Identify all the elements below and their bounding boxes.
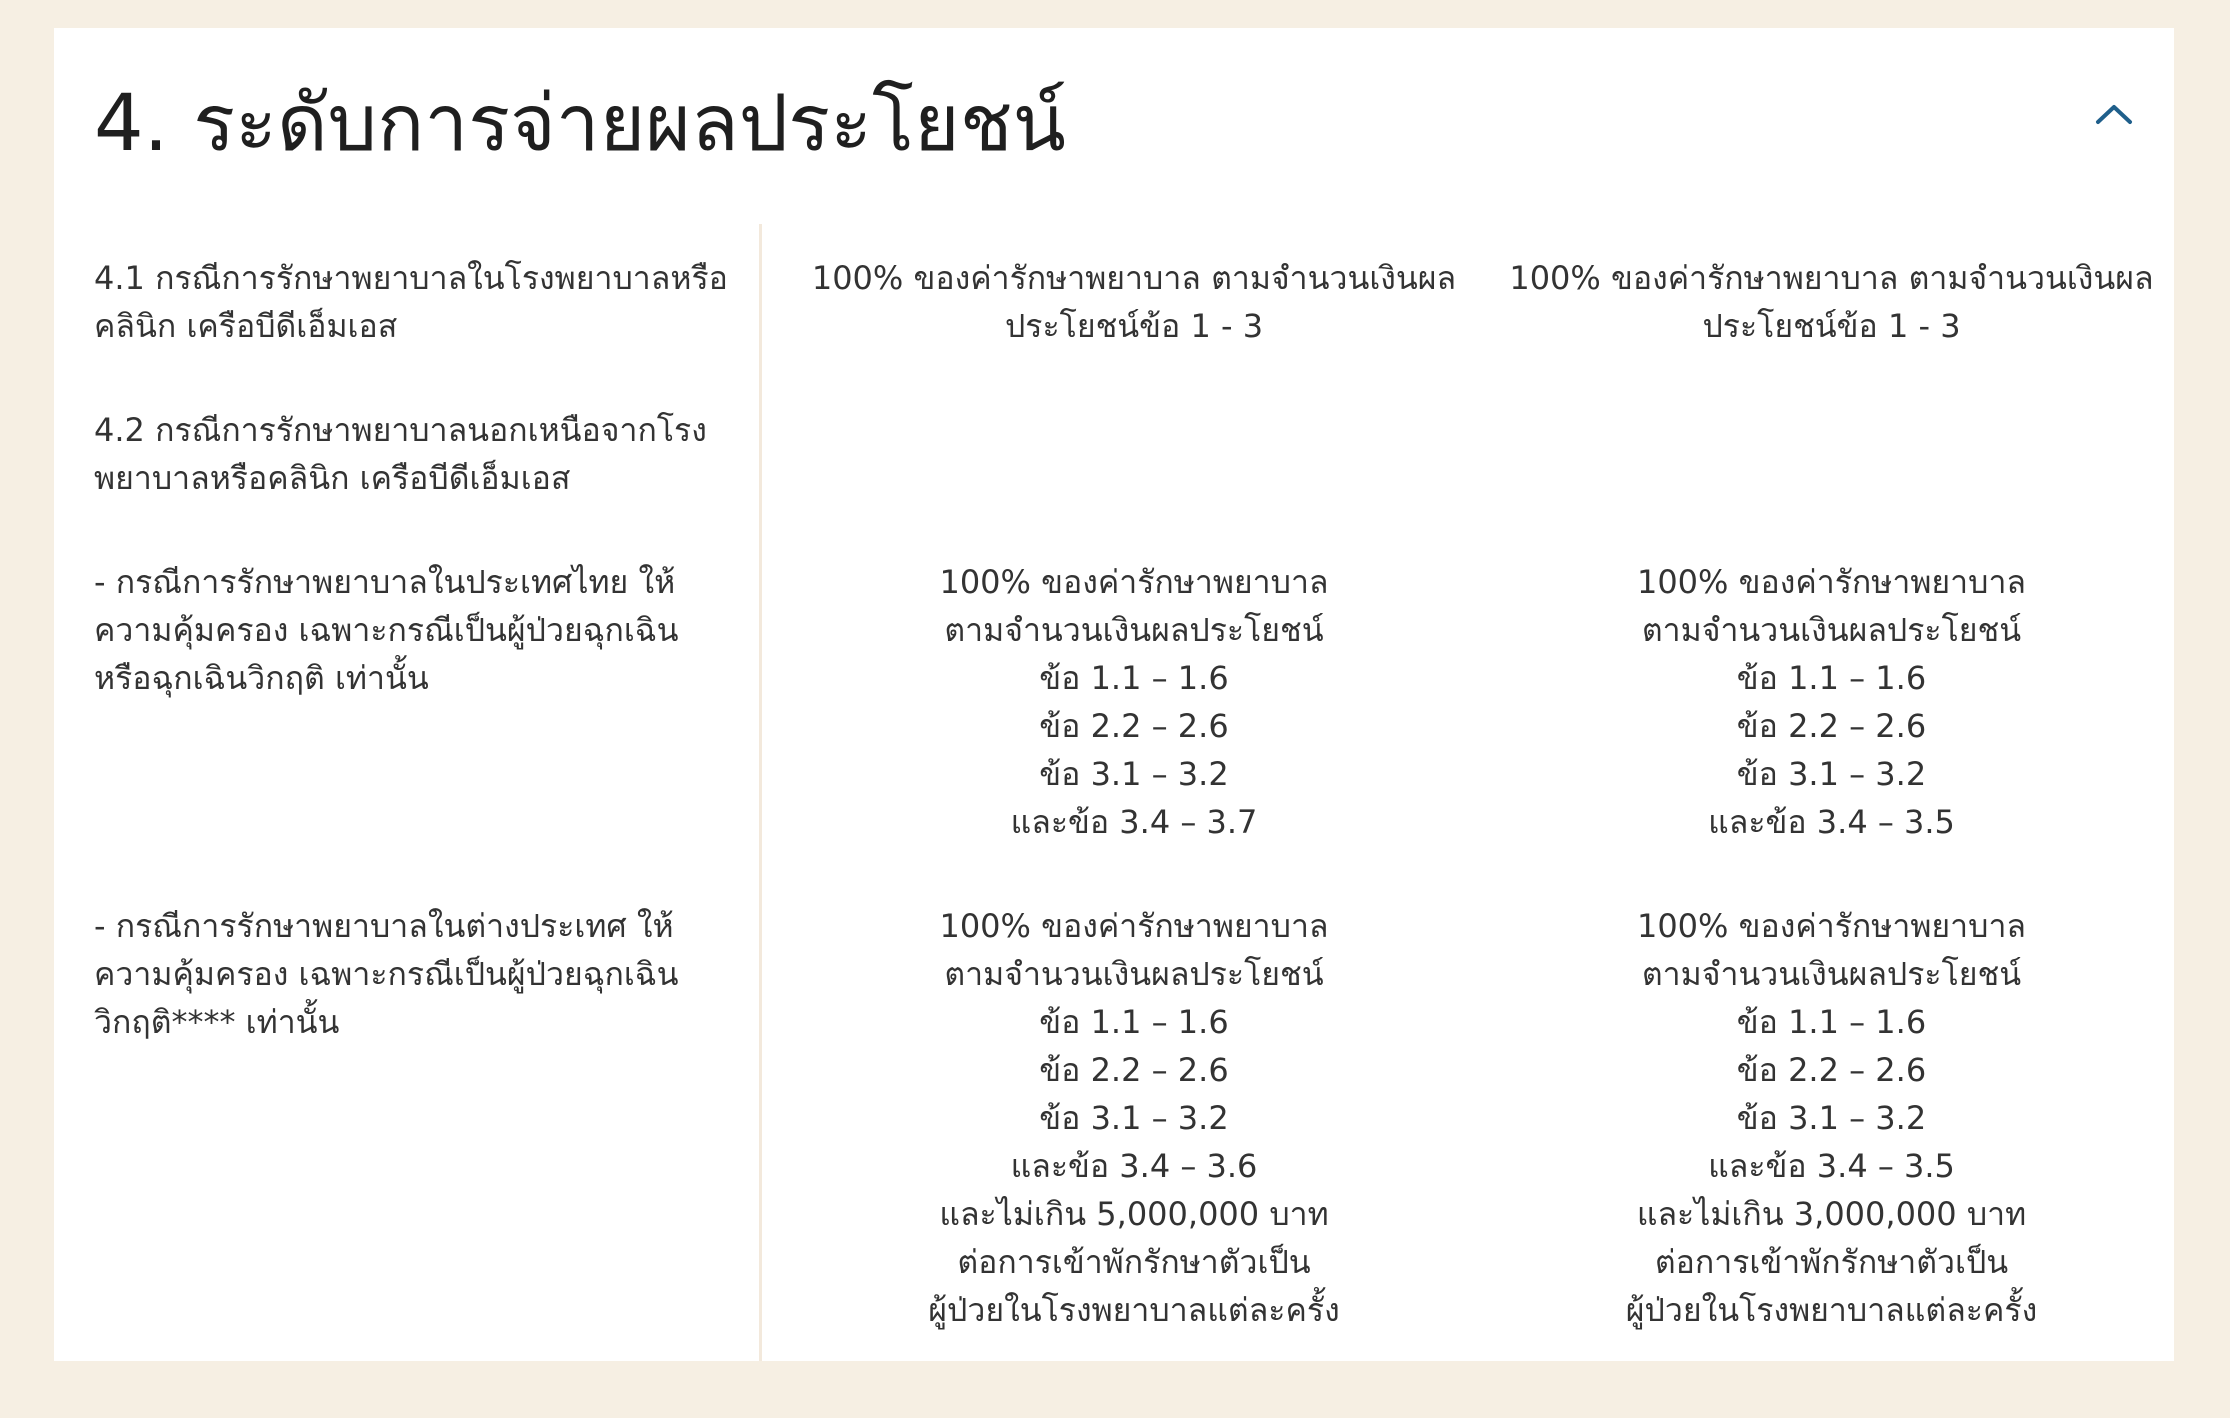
plan-b-line: และไม่เกิน 3,000,000 บาท (1636, 1195, 2027, 1233)
plan-b-line: ต่อการเข้าพักรักษาตัวเป็น (1654, 1243, 2009, 1281)
plan-a-line: ตามจำนวนเงินผลประโยชน์ (944, 611, 1324, 649)
plan-b-line: ตามจำนวนเงินผลประโยชน์ (1641, 611, 2022, 649)
row-label-line: - กรณีการรักษาพยาบาลในประเทศไทย ให้ (94, 563, 676, 601)
plan-a-line: และข้อ 3.4 – 3.6 (1010, 1147, 1258, 1185)
plan-b-line: ประโยชน์ข้อ 1 - 3 (1702, 307, 1961, 345)
benefit-section-card (54, 28, 2174, 1361)
plan-b-value (1489, 254, 2174, 350)
row-label-line: ความคุ้มครอง เฉพาะกรณีเป็นผู้ป่วยฉุกเฉิน (94, 955, 679, 993)
plan-a-line: ข้อ 1.1 – 1.6 (1039, 1003, 1229, 1041)
plan-b-line: 100% ของค่ารักษาพยาบาล (1636, 563, 2027, 601)
plan-b-line: ข้อ 3.1 – 3.2 (1736, 755, 1927, 793)
plan-b-line: ข้อ 3.1 – 3.2 (1736, 1099, 1927, 1137)
plan-b-line: และข้อ 3.4 – 3.5 (1708, 803, 1955, 841)
plan-a-line: ประโยชน์ข้อ 1 - 3 (1004, 307, 1264, 345)
column-divider (759, 224, 762, 1361)
row-label-line: - กรณีการรักษาพยาบาลในต่างประเทศ ให้ (94, 907, 674, 945)
collapse-section-button[interactable] (2084, 86, 2144, 146)
plan-a-line: และไม่เกิน 5,000,000 บาท (939, 1195, 1329, 1233)
plan-a-line: 100% ของค่ารักษาพยาบาล (939, 907, 1329, 945)
plan-a-line: ผู้ป่วยในโรงพยาบาลแต่ละครั้ง (928, 1291, 1340, 1329)
plan-a-line: ต่อการเข้าพักรักษาตัวเป็น (957, 1243, 1311, 1281)
row-label-line: พยาบาลหรือคลินิก เครือบีดีเอ็มเอส (94, 459, 571, 497)
plan-b-line: 100% ของค่ารักษาพยาบาล (1636, 907, 2027, 945)
chevron-up-icon (2094, 102, 2134, 130)
plan-a-line: ตามจำนวนเงินผลประโยชน์ (944, 955, 1324, 993)
plan-b-line: ข้อ 1.1 – 1.6 (1736, 1003, 1927, 1041)
plan-a-line: 100% ของค่ารักษาพยาบาล ตามจำนวนเงินผล (811, 259, 1457, 297)
plan-a-line: 100% ของค่ารักษาพยาบาล (939, 563, 1329, 601)
plan-a-value (784, 254, 1484, 350)
plan-b-value (1489, 558, 2174, 846)
row-label (94, 902, 734, 1046)
plan-a-line: ข้อ 1.1 – 1.6 (1039, 659, 1229, 697)
plan-b-value (1489, 902, 2174, 1334)
row-label-line: 4.1 กรณีการรักษาพยาบาลในโรงพยาบาลหรือ (94, 259, 728, 297)
row-label-line: 4.2 กรณีการรักษาพยาบาลนอกเหนือจากโรง (94, 411, 707, 449)
plan-a-line: ข้อ 2.2 – 2.6 (1039, 707, 1229, 745)
plan-a-line: ข้อ 3.1 – 3.2 (1039, 1099, 1229, 1137)
row-label (94, 558, 734, 702)
plan-b-line: ผู้ป่วยในโรงพยาบาลแต่ละครั้ง (1625, 1291, 2038, 1329)
plan-b-line: ข้อ 2.2 – 2.6 (1736, 1051, 1927, 1089)
plan-b-line: ข้อ 2.2 – 2.6 (1736, 707, 1927, 745)
plan-b-line: 100% ของค่ารักษาพยาบาล ตามจำนวนเงินผล (1509, 259, 2154, 297)
plan-b-line: ข้อ 1.1 – 1.6 (1736, 659, 1927, 697)
row-label-line: วิกฤติ**** เท่านั้น (94, 1003, 340, 1041)
plan-b-line: และข้อ 3.4 – 3.5 (1708, 1147, 1955, 1185)
row-label (94, 406, 734, 502)
plan-a-line: ข้อ 3.1 – 3.2 (1039, 755, 1229, 793)
section-title: 4. ระดับการจ่ายผลประโยชน์ (94, 79, 1066, 169)
plan-a-line: ข้อ 2.2 – 2.6 (1039, 1051, 1229, 1089)
plan-a-value (784, 558, 1484, 846)
row-label-line: คลินิก เครือบีดีเอ็มเอส (94, 307, 398, 345)
row-label-line: หรือฉุกเฉินวิกฤติ เท่านั้น (94, 659, 429, 697)
plan-a-line: และข้อ 3.4 – 3.7 (1010, 803, 1258, 841)
row-label-line: ความคุ้มครอง เฉพาะกรณีเป็นผู้ป่วยฉุกเฉิน (94, 611, 679, 649)
row-label (94, 254, 734, 350)
plan-a-value (784, 902, 1484, 1334)
plan-b-line: ตามจำนวนเงินผลประโยชน์ (1641, 955, 2022, 993)
